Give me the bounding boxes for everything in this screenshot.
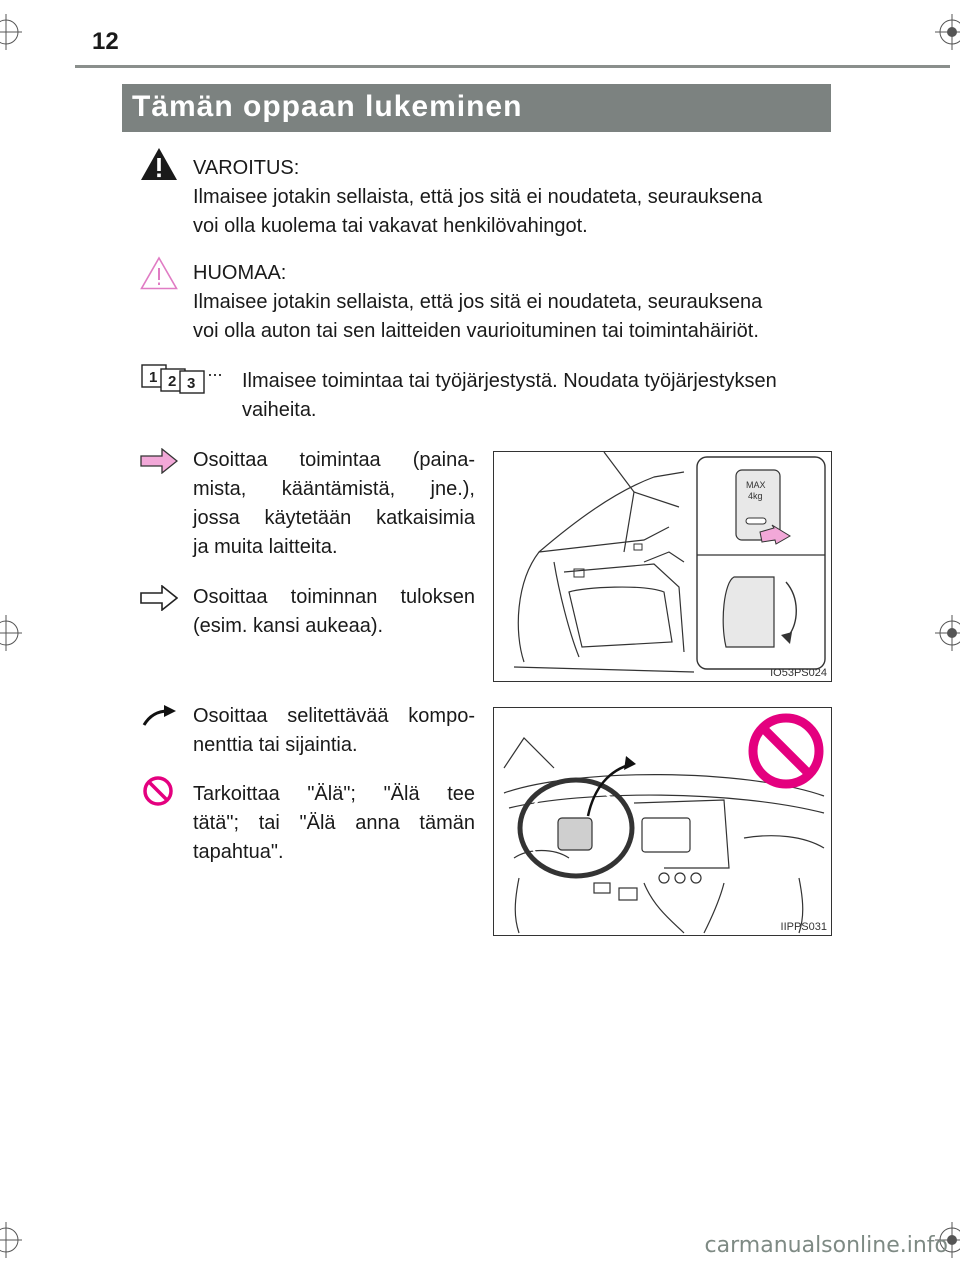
watermark-link[interactable]: carmanualsonline.info bbox=[704, 1233, 948, 1258]
warning-block bbox=[193, 154, 833, 241]
notice-heading: HUOMAA: bbox=[193, 262, 287, 284]
operation-line: ja muita laitteita. bbox=[193, 536, 338, 558]
operation-arrow-icon bbox=[140, 448, 178, 474]
steps-line: vaiheita. bbox=[242, 399, 317, 421]
result-arrow-icon bbox=[140, 585, 178, 611]
trunk-drawing bbox=[494, 452, 831, 681]
prohibited-block bbox=[193, 780, 475, 867]
section-title-bar bbox=[122, 84, 831, 132]
step-number: 2 bbox=[168, 373, 177, 390]
operation-block bbox=[193, 446, 475, 562]
warning-line: Ilmaisee jotakin sellaista, että jos sitä ei noudateta, seurauksena bbox=[193, 186, 763, 208]
warning-heading: VAROITUS: bbox=[193, 157, 300, 179]
component-block bbox=[193, 702, 475, 760]
step-number: 1 bbox=[149, 369, 158, 386]
kg-label: 4kg bbox=[748, 491, 763, 501]
step-number: 3 bbox=[187, 375, 196, 392]
operation-line: Osoittaa toimintaa (paina- bbox=[193, 449, 475, 471]
operation-line: jossa käytetään katkaisimia bbox=[193, 507, 475, 529]
steps-line: Ilmaisee toimintaa tai työjärjestystä. Noudata työjärjestyksen bbox=[242, 370, 777, 392]
section-title: Tämän oppaan lukeminen bbox=[132, 90, 523, 123]
result-line: (esim. kansi aukeaa). bbox=[193, 615, 384, 637]
illustration-code: IO53PS024 bbox=[770, 667, 827, 679]
max-label: MAX bbox=[746, 480, 766, 490]
prohibited-line: tätä"; tai "Älä anna tämän bbox=[193, 812, 475, 834]
component-line: Osoittaa selitettävää kompo- bbox=[193, 705, 475, 727]
prohibited-line: tapahtua". bbox=[193, 841, 284, 863]
notice-line: voi olla auton tai sen laitteiden vaurioituminen tai toimintahäiriöt. bbox=[193, 320, 759, 342]
step-numbers-icon bbox=[141, 364, 211, 394]
trunk-illustration bbox=[493, 451, 832, 682]
page-number: 12 bbox=[92, 28, 119, 55]
notice-triangle-icon bbox=[140, 256, 178, 290]
result-line: Osoittaa toiminnan tuloksen bbox=[193, 586, 475, 608]
notice-block bbox=[193, 259, 833, 346]
warning-triangle-icon bbox=[140, 147, 178, 181]
prohibited-line: Tarkoittaa "Älä"; "Älä tee bbox=[193, 783, 475, 805]
warning-line: voi olla kuolema tai vakavat henkilövahingot. bbox=[193, 215, 588, 237]
steps-ellipsis: ··· bbox=[207, 364, 222, 384]
header-rule bbox=[75, 65, 950, 68]
component-line: nenttia tai sijaintia. bbox=[193, 734, 358, 756]
dashboard-illustration bbox=[493, 707, 832, 936]
notice-line: Ilmaisee jotakin sellaista, että jos sitä ei noudateta, seurauksena bbox=[193, 291, 763, 313]
steps-block bbox=[242, 367, 832, 425]
illustration-code: IIPPS031 bbox=[780, 921, 827, 933]
result-block bbox=[193, 583, 475, 641]
operation-line: mista, kääntämistä, jne.), bbox=[193, 478, 475, 500]
component-pointer-icon bbox=[142, 705, 178, 727]
dashboard-drawing bbox=[494, 708, 831, 935]
prohibited-small-icon bbox=[142, 775, 174, 807]
